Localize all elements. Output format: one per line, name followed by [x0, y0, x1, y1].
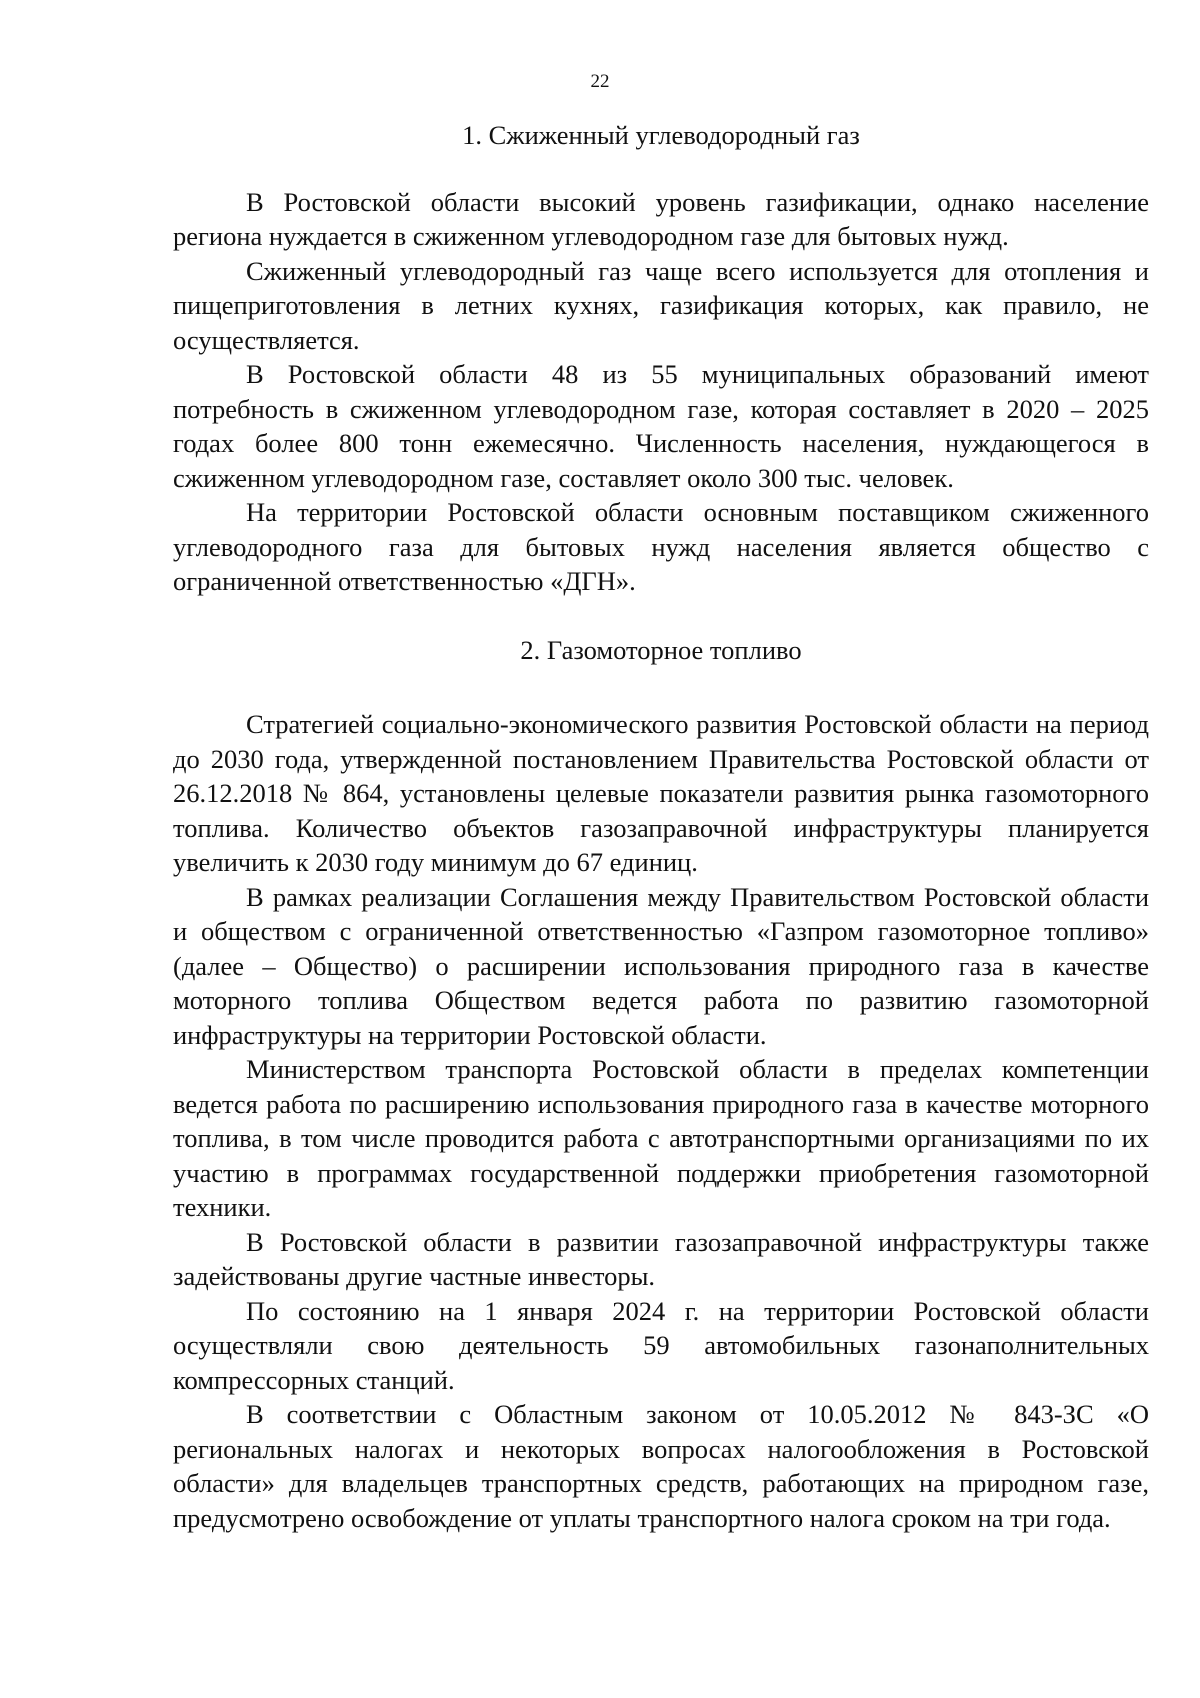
document-body: [173, 118, 1149, 1535]
page-number: 22: [590, 71, 610, 92]
paragraph: Министерством транспорта Ростовской области в пределах компетенции ведется работа по расширению использования природного газа в качестве моторного топлива, в том числе проводится работа с автотранспортными организациями по их участию в программах государственной поддержки приобретения газомоторной техники.: [173, 1054, 1149, 1222]
paragraph: В Ростовской области высокий уровень газификации, однако население региона нуждается в сжиженном углеводородном газе для бытовых нужд.: [173, 186, 1149, 251]
section-gas-motor-fuel: [173, 633, 1149, 1536]
section-lpg: [173, 118, 1149, 599]
paragraph: Стратегией социально-экономического развития Ростовской области на период до 2030 года, утвержденной постановлением Правительства Ростовской области от 26.12.2018 № 864, установлены целевые показатели развития рынка газомоторного топлива. Количество объектов газозаправочной инфраструктуры планируется увеличить к 2030 году минимум до 67 единиц.: [173, 709, 1149, 877]
paragraph: В соответствии с Областным законом от 10.05.2012 № 843-ЗС «О региональных налогах и некоторых вопросах налогообложения в Ростовской области» для владельцев транспортных средств, работающих на природном газе, предусмотрено освобождение от уплаты транспортного налога сроком на три года.: [173, 1399, 1149, 1533]
paragraph: Сжиженный углеводородный газ чаще всего используется для отопления и пищеприготовления в летних кухнях, газификация которых, как правило, не осуществляется.: [173, 255, 1149, 355]
paragraph: На территории Ростовской области основным поставщиком сжиженного углеводородного газа для бытовых нужд населения является общество с ограниченной ответственностью «ДГН».: [173, 497, 1149, 596]
section-heading-lpg: 1. Сжиженный углеводородный газ: [462, 120, 860, 150]
paragraph: В Ростовской области 48 из 55 муниципальных образований имеют потребность в сжиженном углеводородном газе, которая составляет в 2020 – 2025 годах более 800 тонн ежемесячно. Численность населения, нуждающегося в сжиженном углеводородном газе, составляет около 300 тыс. человек.: [173, 359, 1149, 493]
paragraph: В Ростовской области в развитии газозаправочной инфраструктуры также задействованы другие частные инвесторы.: [173, 1226, 1149, 1291]
paragraph: По состоянию на 1 января 2024 г. на территории Ростовской области осуществляли свою деятельность 59 автомобильных газонаполнительных компрессорных станций.: [173, 1295, 1149, 1395]
section-heading-gas-motor-fuel: 2. Газомоторное топливо: [520, 634, 802, 665]
paragraph: В рамках реализации Соглашения между Правительством Ростовской области и обществом с ограниченной ответственностью «Газпром газомоторное топливо» (далее – Общество) о расширении использования природного газа в качестве моторного топлива Обществом ведется работа по развитию газомоторной инфраструктуры на территории Ростовской области.: [173, 881, 1149, 1050]
